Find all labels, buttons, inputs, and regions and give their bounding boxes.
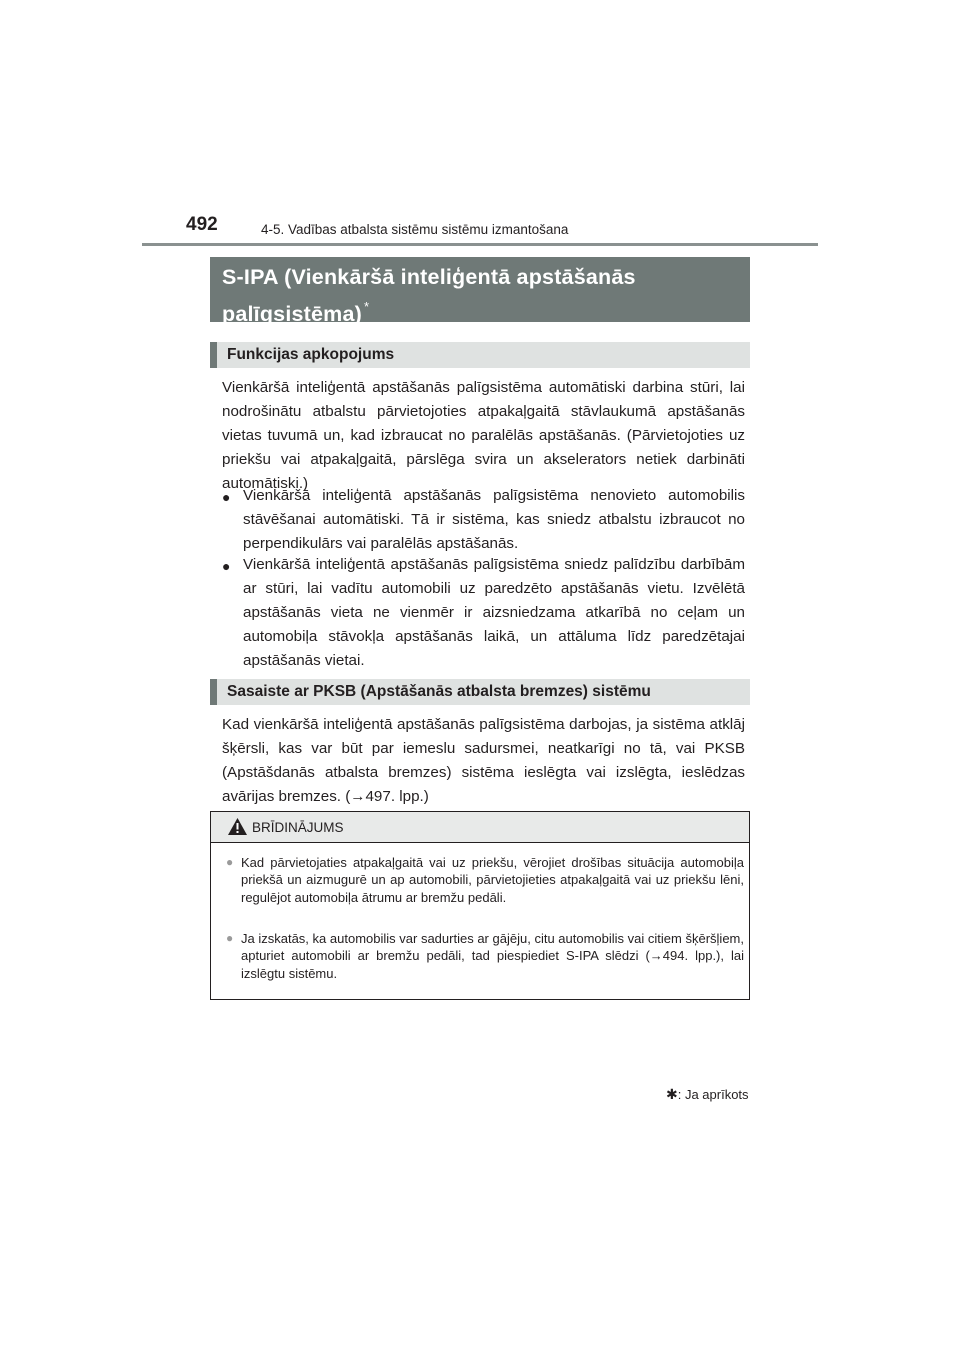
bullet-dot-icon: ● bbox=[222, 489, 231, 505]
summary-bullet-2 bbox=[222, 553, 745, 673]
pksb-heading: Sasaiste ar PKSB (Apstāšanās atbalsta bremzes) sistēmu bbox=[210, 679, 750, 705]
bullet-dot-icon: ● bbox=[226, 931, 234, 945]
summary-bullet-1-text: Vienkāršā inteliģentā apstāšanās palīgsistēma nenovieto automobilis stāvēšanai automātiski. Tā ir sistēma, kas sniedz atbalstu izbraucot no perpendikulārs vai paralēlās apstāšanās. bbox=[243, 487, 745, 552]
header-rule bbox=[142, 243, 818, 246]
warning-item-1-text: Kad pārvietojaties atpakaļgaitā vai uz priekšu, vērojiet drošības situācija automobiļa priekšā un aizmugurē un ap automobili, pārvietojieties atpakaļgaitā vai uz priekšu lēni, regulējot automobiļa ātrumu ar bremžu pedāli. bbox=[241, 855, 744, 905]
page-header bbox=[142, 214, 818, 246]
summary-bullet-1 bbox=[222, 484, 745, 556]
summary-heading: Funkcijas apkopojums bbox=[210, 342, 750, 368]
page-number: 492 bbox=[186, 214, 218, 235]
warning-item-2 bbox=[226, 930, 744, 982]
section-title-line2-text: palīgsistēma) bbox=[222, 302, 363, 326]
warning-box bbox=[210, 811, 750, 1000]
warning-header bbox=[211, 812, 749, 843]
pksb-paragraph: Kad vienkāršā inteliģentā apstāšanās palīgsistēma darbojas, ja sistēma atklāj šķērsli, kas var būt par iemeslu sadursmei, neatkarīgi no tā, vai PKSB (Apstāšdanās atbalsta bremzes) sistēma ieslēgta vai izslēgta, ieslēdzas avārijas bremzes. (→497. lpp.) bbox=[222, 716, 745, 805]
warning-triangle-icon bbox=[227, 817, 248, 841]
warning-title: BRĪDINĀJUMS bbox=[252, 820, 344, 835]
summary-bullet-2-text: Vienkāršā inteliģentā apstāšanās palīgsistēma sniedz palīdzību darbībām ar stūri, lai vadītu automobili uz paredzēto apstāšanās vietu. Izvēlētā apstāšanās vieta ne vienmēr ir aizsniedzama atkarībā no ceļam un automobiļa stāvokļa apstāšanās laikā, un attāluma līdz paredzētajai apstāšanās vietai. bbox=[243, 556, 745, 669]
footnote-text: : Ja aprīkots bbox=[677, 1087, 749, 1102]
footnote bbox=[666, 1086, 749, 1103]
summary-paragraph: Vienkāršā inteliģentā apstāšanās palīgsistēma automātiski darbina stūri, lai nodrošinātu atbalstu pārvietojoties atpakaļgaitā stāvlaukumā apstāšanās vietas tuvumā un, kad izbraucat no paralēlās apstāšanās. (Pārvietojoties uz priekšu vai atpakaļgaitā, pārslēga svira un akselerators netiek darbināti automātiski.) bbox=[222, 379, 745, 492]
section-path: 4-5. Vadības atbalsta sistēmu sistēmu izmantošana bbox=[261, 222, 569, 237]
warning-item-2-text: Ja izskatās, ka automobilis var sadurties ar gājēju, citu automobilis vai citiem šķēršļiem, apturiet automobili ar bremžu pedāli, tad piespiediet S-IPA slēdzi (→494. lpp.), lai izslēgtu sistēmu. bbox=[241, 931, 744, 981]
warning-item-1 bbox=[226, 854, 744, 906]
bullet-dot-icon: ● bbox=[226, 855, 234, 869]
bullet-dot-icon: ● bbox=[222, 558, 231, 574]
section-title bbox=[210, 257, 750, 326]
footnote-star: ✱ bbox=[666, 1086, 678, 1102]
section-title-line2 bbox=[222, 292, 738, 329]
section-title-line1: S-IPA (Vienkāršā inteliģentā apstāšanās bbox=[222, 265, 636, 289]
equipment-asterisk: * bbox=[364, 299, 370, 314]
